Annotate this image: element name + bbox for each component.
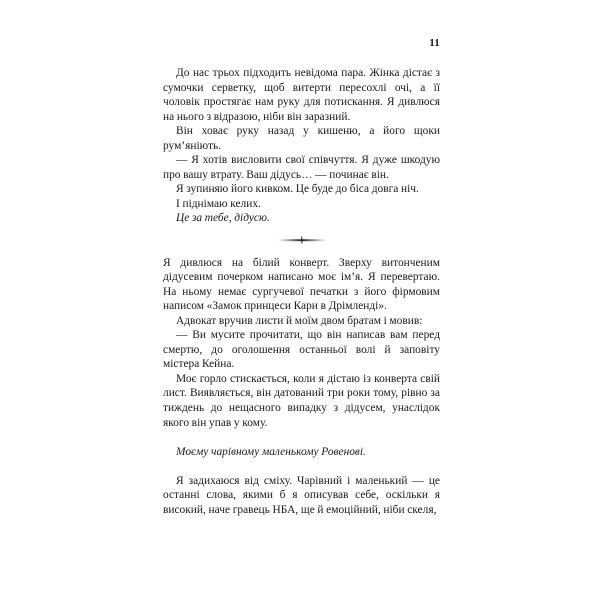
section-divider-ornament xyxy=(163,233,440,248)
body-paragraph: Адвокат вручив листи й моїм двом братам і мовив: xyxy=(176,314,423,327)
blank-line-spacer xyxy=(163,430,440,445)
body-paragraph: — Ви мусите прочитати, що він написав вам перед смертю, до оголошення останньої волі й заповіту містера Кейна. xyxy=(163,329,440,371)
body-paragraph: Моє горло стискається, коли я дістаю із конверта свій лист. Виявляється, він датований три роки тому, рівно за тиждень до нещасного випадку з дідусем, унаслідок якого він упав у кому. xyxy=(163,372,440,429)
body-text-block xyxy=(163,66,440,517)
body-paragraph: До нас трьох підходить невідома пара. Жінка дістає з сумочки серветку, щоб витерти пересохлі очі, а її чоловік простягає нам руку для потискання. Я дивлюся на нього з відразою, ніби він заразний. xyxy=(163,67,440,123)
body-paragraph: Я задихаюся від сміху. Чарівний і маленький — це останні слова, якими б я описував себе, оскільки я високий, наче гравець НБА, ще й емоційний, ніби скеля, xyxy=(163,474,440,516)
body-paragraph: — Я хотів висловити свої співчуття. Я дуже шкодую про вашу втрату. Ваш дідусь… — починає він. xyxy=(163,154,440,181)
body-paragraph: Я дивлюся на білий конверт. Зверху витонченим дідусевим почерком написано моє ім’я. Я перевертаю. На ньому немає сургучевої печатки з його фірмовим написом «Замок принцеси Кари в Дрімленді». xyxy=(163,256,440,313)
body-paragraph: Це за тебе, дідусю. xyxy=(176,212,270,225)
body-paragraph: Моєму чарівному маленькому Ровенові. xyxy=(176,445,366,458)
body-paragraph: Я зупиняю його кивком. Це буде до біса довга ніч. xyxy=(176,183,419,196)
body-paragraph: І піднімаю келих. xyxy=(176,197,261,210)
body-paragraph: Він ховає руку назад у кишеню, а його щоки рум’яніють. xyxy=(163,125,440,152)
page-number: 11 xyxy=(429,37,440,49)
blank-line-spacer xyxy=(163,459,440,474)
divider-tick-icon xyxy=(301,237,302,244)
